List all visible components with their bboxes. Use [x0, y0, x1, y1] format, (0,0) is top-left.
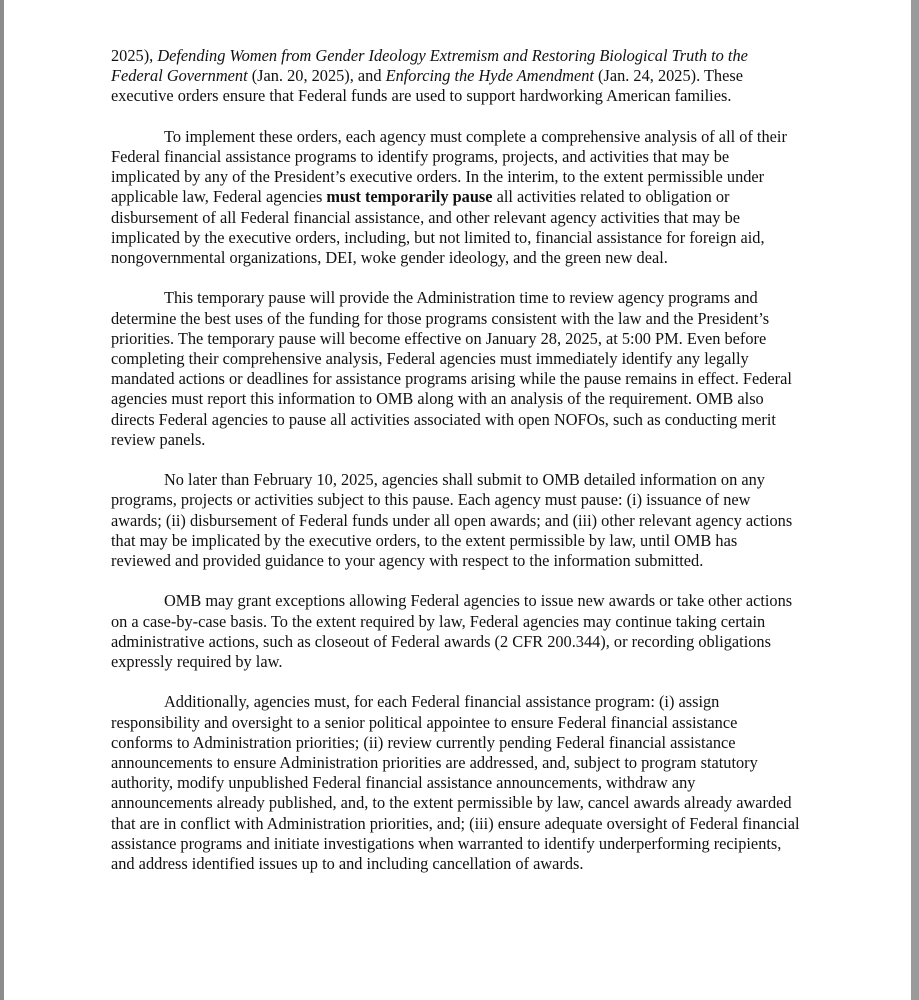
- paragraph-1: [111, 46, 801, 107]
- run-text: To implement these orders, each agency must complete a comprehensive analysis of all of their Federal financial assistance programs to identify programs, projects, and activities that may be implicated by any of the President’s executive orders. In the interim, to the extent permissible under applicable law, Federal agencies: [111, 126, 787, 207]
- paragraph-5: [111, 591, 801, 672]
- paragraph-4: [111, 470, 801, 571]
- paragraph-3: [111, 288, 801, 450]
- run-text: all activities related to obligation or disbursement of all Federal financial assistance, and other relevant agency activities that may be implicated by the executive orders, including, but not limited to, financial assistance for foreign aid, nongovernmental organizations, DEI, woke gender ideology, and the green new deal.: [111, 187, 765, 268]
- run-bold-emphasis: must temporarily pause: [326, 187, 493, 207]
- left-border: [0, 0, 4, 1000]
- run-italic-title: Enforcing the Hyde Amendment: [385, 66, 594, 86]
- run-text: OMB may grant exceptions allowing Federal agencies to issue new awards or take other actions on a case-by-case basis. To the extent required by law, Federal agencies may continue taking certain administrative actions, such as closeout of Federal awards (2 CFR 200.344), or recording obligations expressly required by law.: [111, 591, 793, 672]
- run-text: 2025),: [111, 46, 158, 65]
- run-text: This temporary pause will provide the Administration time to review agency programs and determine the best uses of the funding for those programs consistent with the law and the President’s priorities. The temporary pause will become effective on January 28, 2025, at 5:00 PM. Even before completing their comprehensive analysis, Federal agencies must immediately identify any legally mandated actions or deadlines for assistance programs arising while the pause remains in effect. Federal agencies must report this information to OMB along with an analysis of the requirement. OMB also directs Federal agencies to pause all activities associated with open NOFOs, such as conducting merit review panels.: [111, 288, 792, 449]
- document-page: [111, 46, 801, 894]
- run-text: Additionally, agencies must, for each Federal financial assistance program: (i) assign responsibility and oversight to a senior political appointee to ensure Federal financial assistance conforms to Administration priorities; (ii) review currently pending Federal financial assistance announcements to ensure Administration priorities are addressed, and, subject to program statutory authority, modify unpublished Federal financial assistance announcements, withdraw any announcements already published, and, to the extent permissible by law, cancel awards already awarded that are in conflict with Administration priorities, and; (iii) ensure adequate oversight of Federal financial assistance programs and initiate investigations when warranted to identify underperforming recipients, and address identified issues up to and including cancellation of awards.: [111, 692, 800, 874]
- run-text: (Jan. 24, 2025). These executive orders ensure that Federal funds are used to support hardworking American families.: [111, 66, 743, 106]
- run-text: No later than February 10, 2025, agencies shall submit to OMB detailed information on any programs, projects or activities subject to this pause. Each agency must pause: (i) issuance of new awards; (ii) disbursement of Federal funds under all open awards; and (iii) other relevant agency actions that may be implicated by the executive orders, to the extent permissible by law, until OMB has reviewed and provided guidance to your agency with respect to the information submitted.: [111, 470, 793, 571]
- right-scroll-edge: [911, 0, 919, 1000]
- paragraph-2: [111, 127, 801, 268]
- run-text: (Jan. 20, 2025), and: [247, 66, 386, 86]
- paragraph-6: [111, 692, 801, 874]
- run-italic-title: Defending Women from Gender Ideology Extremism and Restoring Biological Truth to the Federal Government: [111, 46, 748, 86]
